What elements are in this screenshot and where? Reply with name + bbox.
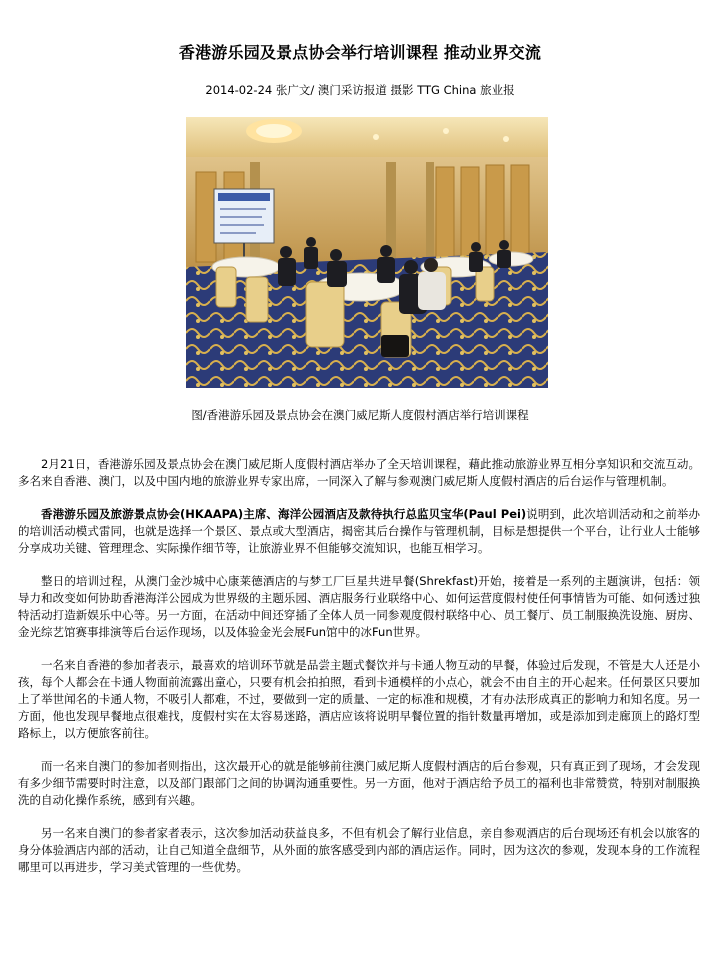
- speaker-name: 香港游乐园及旅游景点协会(HKAAPA)主席、海洋公园酒店及款待执行总监贝宝华(Paul Pei): [41, 507, 527, 521]
- article-paragraph-5: 而一名来自澳门的参加者则指出，这次最开心的就是能够前往澳门威尼斯人度假村酒店的后台参观，只有真正到了现场，才会发现有多少细节需要时时注意，以及部门跟部门之间的协调沟通重要性。另一方面，他对于酒店给予员工的福利也非常赞赏，特别对制服换洗的自动化操作系统，感到有兴趣。: [18, 759, 700, 807]
- article-paragraph-1: 2月21日，香港游乐园及景点协会在澳门威尼斯人度假村酒店举办了全天培训课程，藉此推动旅游业界互相分享知识和交流互动。多名来自香港、澳门，以及中国内地的旅游业界专家出席，一同深入了解与参观澳门威尼斯人度假村酒店的后台运作与管理机制。: [18, 457, 700, 488]
- article-byline: 2014-02-24 张广文/ 澳门采访报道 摄影 TTG China 旅业报: [205, 83, 515, 97]
- article-paragraph-4: 一名来自香港的参加者表示，最喜欢的培训环节就是品尝主题式餐饮并与卡通人物互动的早餐，体验过后发现，不管是大人还是小孩，每个人都会在卡通人物面前流露出童心，只要有机会拍拍照，看到卡通模样的小点心，就会不由自主的开心起来。任何景区只要加上了举世闻名的卡通人物，不吸引人都难，不过，要做到一定的质量、一定的标准和规模，才有办法形成真正的影响力和知名度。另一方面，他也发现早餐地点很难找，度假村实在太容易迷路，酒店应该将说明早餐位置的指针数量再增加，或是添加到走廊顶上的路灯型路标上，以方便旅客前往。: [18, 658, 700, 740]
- article-paragraph-3: 整日的培训过程，从澳门金沙城中心康莱德酒店的与梦工厂巨星共进早餐(Shrekfast)开始，接着是一系列的主题演讲，包括：领导力和改变如何协助香港海洋公园成为世界级的主题乐园、酒店服务行业联络中心、如何运营度假村使任何事情皆为可能、如何透过独特活动打造新娱乐中心等。另一方面，在活动中间还穿插了全体人员一同参观度假村联络中心、员工餐厅、员工制服换洗设施、厨房、金光综艺馆赛事排演等后台运作现场，以及体验金光会展Fun馆中的冰Fun世界。: [18, 574, 700, 639]
- conference-photo: [186, 117, 548, 388]
- article-paragraph-6: 另一名来自澳门的参者家者表示，这次参加活动获益良多，不但有机会了解行业信息，亲自参观酒店的后台现场还有机会以旅客的身分体验酒店内部的活动，让自己知道全盘细节，从外面的旅客感受到内部的酒店运作。同时，因为这次的参观，发现本身的工作流程哪里可以再进步，学习美式管理的一些优势。: [18, 826, 700, 874]
- paragraph-2-text: 说明到，此次培训活动和之前举办的培训活动模式雷同，也就是选择一个景区、景点或大型酒店，揭密其后台操作与管理机制，目标是想提供一个平台，让行业人士能够分享成功关键、管理理念、实际操作细节等，让旅游业界不但能够交流知识，也能互相学习。: [18, 507, 701, 555]
- article-paragraph-2: [18, 506, 700, 557]
- article-body: [18, 456, 700, 892]
- photo-caption: 图/香港游乐园及景点协会在澳门威尼斯人度假村酒店举行培训课程: [191, 408, 529, 422]
- article-title: 香港游乐园及景点协会举行培训课程 推动业界交流: [178, 43, 542, 62]
